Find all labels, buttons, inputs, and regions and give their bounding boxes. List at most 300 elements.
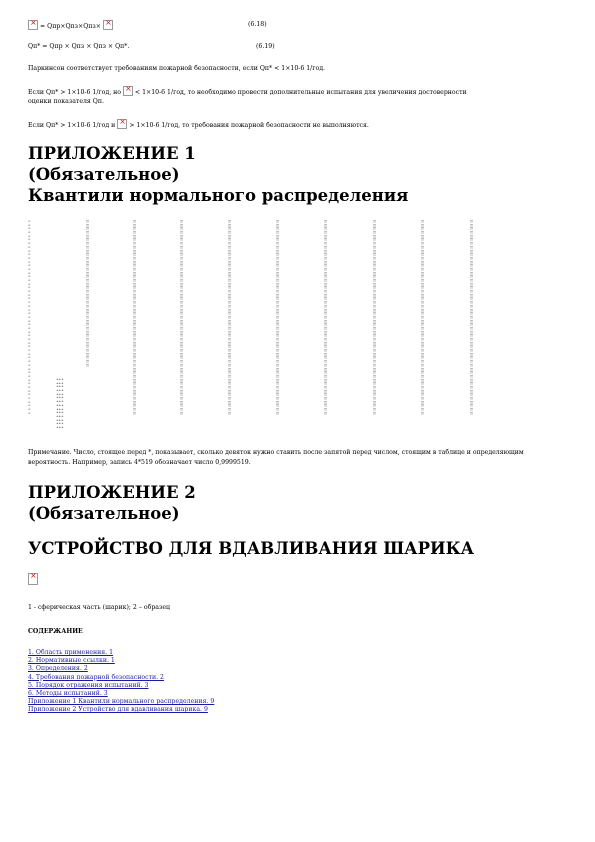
quantile-cell: < bbox=[28, 371, 31, 375]
quantile-cell: ¦¦¦ bbox=[180, 397, 184, 400]
quantile-cell: ¦¦¦ bbox=[421, 349, 425, 353]
quantile-cell: ¦¦¦ bbox=[324, 323, 328, 327]
quantile-cell: ¦¦¦ bbox=[324, 231, 328, 235]
paragraph-text: Если Qп* > 1×10-6 1/год, но bbox=[28, 89, 121, 96]
quantile-cell: ¦¦¦ bbox=[86, 334, 90, 338]
broken-image-icon bbox=[103, 20, 113, 30]
quantile-cell: ¦¦¦ bbox=[470, 330, 474, 334]
toc-link[interactable]: Приложение 1 Квантили нормального распределения. 9 bbox=[28, 698, 215, 706]
quantile-cell: < bbox=[28, 308, 31, 312]
quantile-cell: ¦¦¦ bbox=[276, 242, 280, 246]
quantile-cell: ¦¦¦ bbox=[324, 253, 328, 257]
quantile-cell: ¦¦¦ bbox=[133, 223, 137, 227]
quantile-cell: < bbox=[28, 264, 31, 268]
quantile-cell: < bbox=[28, 341, 31, 345]
quantile-cell: ¦¦¦ bbox=[133, 234, 137, 238]
quantile-cell: ¦¦¦ bbox=[373, 360, 377, 364]
quantile-cell: < bbox=[28, 393, 31, 397]
quantile-cell: ¦¦¦ bbox=[180, 245, 184, 249]
quantile-cell: ¦¦¦ bbox=[133, 378, 137, 382]
quantile-cell: ¦¦¦ bbox=[470, 293, 474, 297]
quantile-cell: ¦¦¦ bbox=[86, 356, 90, 360]
quantile-cell: ¦¦¦ bbox=[470, 231, 474, 235]
quantile-cell: ¦¦¦ bbox=[180, 301, 184, 305]
quantile-cell: ¦¦¦ bbox=[470, 245, 474, 249]
quantile-cell: ¦¦¦ bbox=[86, 256, 90, 260]
quantile-cell: ¦¦¦ bbox=[276, 282, 280, 286]
quantile-cell: ¦¦¦ bbox=[324, 297, 328, 301]
quantile-cell: ¦¦¦ bbox=[276, 367, 280, 371]
quantile-cell: ¦¦¦ bbox=[228, 282, 232, 286]
quantile-cell: ¦¦¦ bbox=[276, 326, 280, 330]
quantile-cell: ¦¦¦ bbox=[86, 279, 90, 282]
quantile-cell: ¦¦¦ bbox=[276, 349, 280, 353]
quantile-cell: ¦¦¦ bbox=[276, 290, 280, 294]
quantile-cell: ¦¦¦ bbox=[228, 385, 232, 389]
quantile-cell: ¦¦¦ bbox=[373, 385, 377, 389]
quantile-cell: ¦¦¦ bbox=[86, 315, 90, 319]
quantile-cell: ¦¦¦ bbox=[133, 385, 137, 389]
quantile-cell: ¦¦¦ bbox=[228, 286, 232, 290]
quantile-cell: ¦¦¦ bbox=[421, 352, 425, 356]
quantile-cell: ¦¦¦ bbox=[470, 279, 474, 282]
quantile-cell: ¦¦¦ bbox=[324, 238, 328, 242]
quantile-cell: ¦¦¦ bbox=[470, 400, 474, 404]
quantile-cell: ¦¦¦ bbox=[470, 271, 474, 275]
quantile-cell: ¦¦¦ bbox=[86, 323, 90, 327]
quantile-cell: ¦¦¦ bbox=[228, 271, 232, 275]
quantile-cell: ¦¦¦ bbox=[324, 242, 328, 246]
quantile-cell: ¦¦¦ bbox=[421, 312, 425, 316]
quantile-cell: ¦¦¦ bbox=[470, 363, 474, 367]
quantile-cell: ¦¦¦ bbox=[276, 408, 280, 412]
quantile-cell: ¦¦¦ bbox=[276, 223, 280, 227]
quantile-cell: +++ bbox=[56, 381, 64, 385]
quantile-cell: ¦¦¦ bbox=[373, 297, 377, 301]
quantile-cell: ¦¦¦ bbox=[133, 260, 137, 264]
toc-link[interactable]: 6. Методы испытаний. 3 bbox=[28, 690, 108, 698]
quantile-cell: ¦¦¦ bbox=[276, 245, 280, 249]
quantile-cell: +++ bbox=[56, 403, 64, 407]
quantile-cell: ¦¦¦ bbox=[421, 393, 425, 397]
quantile-cell: ¦¦¦ bbox=[133, 227, 137, 231]
quantile-cell: ¦¦¦ bbox=[324, 367, 328, 371]
quantile-cell: ¦¦¦ bbox=[228, 363, 232, 367]
quantile-cell: ¦¦¦ bbox=[180, 264, 184, 268]
equation-number: (6.19) bbox=[256, 43, 275, 50]
quantile-cell: ¦¦¦ bbox=[421, 378, 425, 382]
quantile-column bbox=[276, 220, 286, 442]
quantile-cell: ¦¦¦ bbox=[421, 231, 425, 235]
quantile-cell: ¦¦¦ bbox=[180, 297, 184, 301]
quantile-cell: < bbox=[28, 360, 31, 364]
quantile-cell: ¦¦¦ bbox=[228, 242, 232, 246]
quantile-cell: ¦¦¦ bbox=[276, 338, 280, 341]
quantile-cell: ¦¦¦ bbox=[276, 334, 280, 338]
quantile-cell: ¦¦¦ bbox=[228, 264, 232, 268]
broken-image-icon bbox=[28, 20, 38, 30]
quantile-cell: ¦¦¦ bbox=[421, 371, 425, 375]
quantile-cell: ¦¦¦ bbox=[228, 249, 232, 253]
quantile-cell: ¦¦¦ bbox=[421, 334, 425, 338]
quantile-cell: ¦¦¦ bbox=[421, 382, 425, 386]
quantile-cell: ¦¦¦ bbox=[373, 315, 377, 319]
quantile-cell: ¦¦¦ bbox=[470, 360, 474, 364]
quantile-cell: < bbox=[28, 397, 31, 400]
quantile-cell: ¦¦¦ bbox=[470, 385, 474, 389]
quantile-cell: ¦¦¦ bbox=[421, 293, 425, 297]
quantile-cell: ¦¦¦ bbox=[180, 231, 184, 235]
quantile-cell: ¦¦¦ bbox=[373, 312, 377, 316]
quantile-cell: +++ bbox=[56, 414, 64, 418]
quantile-cell: ¦¦¦ bbox=[421, 238, 425, 242]
quantile-cell: ¦¦¦ bbox=[470, 374, 474, 378]
quantile-cell: ¦¦¦ bbox=[228, 312, 232, 316]
quantile-cell: ¦¦¦ bbox=[470, 249, 474, 253]
quantile-cell: ¦¦¦ bbox=[86, 267, 90, 271]
quantile-cell: ¦¦¦ bbox=[470, 238, 474, 242]
quantile-cell: ¦¦¦ bbox=[373, 349, 377, 353]
quantile-cell: ¦¦¦ bbox=[180, 282, 184, 286]
quantile-cell: ¦¦¦ bbox=[180, 393, 184, 397]
quantile-cell: ¦¦¦ bbox=[133, 304, 137, 308]
quantile-cell: ¦¦¦ bbox=[324, 378, 328, 382]
quantile-cell: ¦¦¦ bbox=[373, 356, 377, 360]
quantile-cell: ¦¦¦ bbox=[180, 242, 184, 246]
section-heading: УСТРОЙСТВО ДЛЯ ВДАВЛИВАНИЯ ШАРИКА bbox=[28, 539, 475, 558]
quantile-cell: ¦¦¦ bbox=[421, 308, 425, 312]
quantile-cell: < bbox=[28, 234, 31, 238]
quantile-cell: ¦¦¦ bbox=[133, 374, 137, 378]
quantile-cell: < bbox=[28, 315, 31, 319]
quantile-cell: ¦¦¦ bbox=[133, 334, 137, 338]
quantile-cell: ¦¦¦ bbox=[86, 360, 90, 364]
quantile-cell: ¦¦¦ bbox=[228, 404, 232, 408]
figure-caption: 1 - сферическая часть (шарик); 2 – образец bbox=[28, 604, 171, 611]
quantile-cell: ¦¦¦ bbox=[228, 341, 232, 345]
quantile-cell: ¦¦¦ bbox=[324, 227, 328, 231]
quantile-cell: ¦¦¦ bbox=[373, 363, 377, 367]
quantile-cell: ¦¦¦ bbox=[324, 220, 328, 223]
broken-image-icon bbox=[117, 119, 127, 129]
toc-link[interactable]: 4. Требования пожарной безопасности. 2 bbox=[28, 673, 164, 681]
quantile-column bbox=[56, 378, 64, 600]
quantile-cell: ¦¦¦ bbox=[470, 326, 474, 330]
quantile-cell: ¦¦¦ bbox=[373, 220, 377, 223]
quantile-cell: ¦¦¦ bbox=[373, 264, 377, 268]
quantile-cell: ¦¦¦ bbox=[133, 411, 137, 415]
quantile-cell: ¦¦¦ bbox=[276, 315, 280, 319]
quantile-cell: ¦¦¦ bbox=[228, 352, 232, 356]
quantile-cell: ¦¦¦ bbox=[470, 367, 474, 371]
quantile-cell: ¦¦¦ bbox=[228, 260, 232, 264]
quantile-cell: ¦¦¦ bbox=[324, 374, 328, 378]
quantile-cell: ¦¦¦ bbox=[276, 371, 280, 375]
quantile-cell: ¦¦¦ bbox=[324, 279, 328, 282]
quantile-cell: ¦¦¦ bbox=[133, 275, 137, 279]
quantile-cell: ¦¦¦ bbox=[133, 341, 137, 345]
quantile-cell: ¦¦¦ bbox=[133, 245, 137, 249]
quantile-cell: ¦¦¦ bbox=[180, 319, 184, 323]
quantile-cell: ¦¦¦ bbox=[470, 334, 474, 338]
quantile-cell: ¦¦¦ bbox=[373, 374, 377, 378]
quantile-cell: ¦¦¦ bbox=[470, 345, 474, 349]
quantile-cell: ¦¦¦ bbox=[180, 385, 184, 389]
quantile-cell: ¦¦¦ bbox=[276, 304, 280, 308]
quantile-cell: ¦¦¦ bbox=[421, 385, 425, 389]
quantile-cell: ¦¦¦ bbox=[276, 341, 280, 345]
quantile-cell: ¦¦¦ bbox=[180, 338, 184, 341]
quantile-cell: ¦¦¦ bbox=[180, 238, 184, 242]
quantile-cell: ¦¦¦ bbox=[470, 319, 474, 323]
quantile-cell: ¦¦¦ bbox=[324, 338, 328, 341]
quantile-cell: < bbox=[28, 363, 31, 367]
quantile-cell: ¦¦¦ bbox=[133, 290, 137, 294]
quantile-cell: ¦¦¦ bbox=[324, 404, 328, 408]
quantile-cell: ¦¦¦ bbox=[373, 382, 377, 386]
quantile-column bbox=[324, 220, 334, 442]
quantile-cell: ¦¦¦ bbox=[180, 275, 184, 279]
quantile-cell: < bbox=[28, 275, 31, 279]
quantile-cell: < bbox=[28, 404, 31, 408]
quantile-cell: ¦¦¦ bbox=[276, 275, 280, 279]
quantile-cell: ¦¦¦ bbox=[324, 385, 328, 389]
quantile-cell: ¦¦¦ bbox=[180, 330, 184, 334]
quantile-cell: ¦¦¦ bbox=[228, 371, 232, 375]
document-page bbox=[28, 20, 558, 715]
quantile-cell: ¦¦¦ bbox=[373, 301, 377, 305]
quantile-cell: ¦¦¦ bbox=[180, 360, 184, 364]
quantile-cell: ¦¦¦ bbox=[228, 374, 232, 378]
quantile-cell: ¦¦¦ bbox=[86, 223, 90, 227]
quantile-cell: ¦¦¦ bbox=[133, 264, 137, 268]
quantile-cell: ¦¦¦ bbox=[276, 271, 280, 275]
quantile-cell: ¦¦¦ bbox=[373, 223, 377, 227]
quantile-cell: ¦¦¦ bbox=[228, 389, 232, 393]
quantile-cell: ¦¦¦ bbox=[324, 234, 328, 238]
quantile-cell: ¦¦¦ bbox=[228, 323, 232, 327]
quantile-cell: < bbox=[28, 334, 31, 338]
quantile-cell: ¦¦¦ bbox=[86, 352, 90, 356]
appendix-2-header bbox=[28, 482, 558, 559]
quantile-cell: ¦¦¦ bbox=[324, 290, 328, 294]
paragraph-text: Если Qп* > 1×10-6 1/год и bbox=[28, 122, 116, 129]
quantile-cell: ¦¦¦ bbox=[180, 308, 184, 312]
quantile-cell: < bbox=[28, 382, 31, 386]
quantile-cell: ¦¦¦ bbox=[86, 330, 90, 334]
quantile-cell: ¦¦¦ bbox=[324, 352, 328, 356]
quantile-cell: ¦¦¦ bbox=[133, 393, 137, 397]
quantile-cell: ¦¦¦ bbox=[324, 356, 328, 360]
quantile-cell: +++ bbox=[56, 389, 64, 393]
quantile-cell: ¦¦¦ bbox=[373, 308, 377, 312]
quantile-cell: < bbox=[28, 304, 31, 308]
quantile-cell: ¦¦¦ bbox=[228, 360, 232, 364]
quantile-cell: ¦¦¦ bbox=[373, 279, 377, 282]
quantile-cell: ¦¦¦ bbox=[276, 382, 280, 386]
quantile-cell: ¦¦¦ bbox=[228, 301, 232, 305]
quantile-cell: ¦¦¦ bbox=[180, 260, 184, 264]
quantile-cell: ¦¦¦ bbox=[180, 293, 184, 297]
quantile-cell: ¦¦¦ bbox=[133, 297, 137, 301]
quantile-cell: ¦¦¦ bbox=[373, 378, 377, 382]
quantile-cell: ¦¦¦ bbox=[86, 260, 90, 264]
quantile-cell: < bbox=[28, 356, 31, 360]
quantile-cell: ¦¦¦ bbox=[133, 220, 137, 223]
quantile-cell: < bbox=[28, 286, 31, 290]
toc-link[interactable]: Приложение 2 Устройство для вдавливания шарика. 9 bbox=[28, 706, 208, 714]
quantile-cell: ¦¦¦ bbox=[86, 304, 90, 308]
quantile-column bbox=[228, 220, 238, 442]
quantile-cell: ¦¦¦ bbox=[421, 256, 425, 260]
quantile-cell: ¦¦¦ bbox=[276, 345, 280, 349]
quantile-column bbox=[373, 220, 383, 442]
quantile-cell: ¦¦¦ bbox=[133, 367, 137, 371]
quantile-cell: ¦¦¦ bbox=[421, 374, 425, 378]
quantile-cell: ¦¦¦ bbox=[228, 400, 232, 404]
quantile-cell: < bbox=[28, 297, 31, 301]
quantile-column bbox=[421, 220, 431, 442]
quantile-cell: ¦¦¦ bbox=[373, 227, 377, 231]
quantile-cell: ¦¦¦ bbox=[421, 363, 425, 367]
quantile-cell: +++ bbox=[56, 411, 64, 415]
quantile-cell: ¦¦¦ bbox=[373, 290, 377, 294]
quantile-cell: ¦¦¦ bbox=[470, 227, 474, 231]
quantile-cell: ¦¦¦ bbox=[276, 267, 280, 271]
toc-link[interactable]: 1. Область применения. 1 bbox=[28, 649, 114, 656]
quantile-cell: ¦¦¦ bbox=[324, 330, 328, 334]
quantile-cell: < bbox=[28, 231, 31, 235]
quantile-table bbox=[28, 220, 558, 448]
quantile-cell: ¦¦¦ bbox=[276, 231, 280, 235]
quantile-cell: < bbox=[28, 301, 31, 305]
quantile-cell: ¦¦¦ bbox=[421, 404, 425, 408]
quantile-cell: ¦¦¦ bbox=[470, 308, 474, 312]
quantile-cell: ¦¦¦ bbox=[470, 408, 474, 412]
quantile-cell: ¦¦¦ bbox=[421, 319, 425, 323]
quantile-cell: ¦¦¦ bbox=[373, 404, 377, 408]
quantile-cell: ¦¦¦ bbox=[228, 319, 232, 323]
toc-link[interactable]: 2. Нормативные ссылки. 1 bbox=[28, 657, 115, 665]
quantile-cell: ¦¦¦ bbox=[86, 282, 90, 286]
quantile-cell: ¦¦¦ bbox=[373, 238, 377, 242]
quantile-cell: ¦¦¦ bbox=[180, 227, 184, 231]
quantile-cell: ¦¦¦ bbox=[133, 404, 137, 408]
quantile-cell: ¦¦¦ bbox=[470, 397, 474, 400]
quantile-cell: ¦¦¦ bbox=[324, 334, 328, 338]
quantile-cell: ¦¦¦ bbox=[276, 352, 280, 356]
quantile-cell: ¦¦¦ bbox=[470, 404, 474, 408]
quantile-cell: ¦¦¦ bbox=[373, 338, 377, 341]
quantile-cell: ¦¦¦ bbox=[470, 338, 474, 341]
table-note: Примечание. Число, стоящее перед *, показывает, сколько девяток нужно ставить после запятой перед числом, стоящим в таблице и определяющим вероятность. Например, запись 4*519 обозначает число 0,9999519. bbox=[28, 449, 524, 466]
quantile-cell: ¦¦¦ bbox=[228, 220, 232, 223]
quantile-cell: < bbox=[28, 345, 31, 349]
quantile-cell: ¦¦¦ bbox=[86, 238, 90, 242]
quantile-cell: ¦¦¦ bbox=[470, 356, 474, 360]
toc-title: СОДЕРЖАНИЕ bbox=[28, 628, 83, 635]
quantile-cell: ¦¦¦ bbox=[373, 352, 377, 356]
quantile-cell: ¦¦¦ bbox=[324, 304, 328, 308]
quantile-cell: ¦¦¦ bbox=[86, 220, 90, 223]
quantile-cell: ¦¦¦ bbox=[421, 304, 425, 308]
quantile-cell: ¦¦¦ bbox=[373, 319, 377, 323]
quantile-cell: < bbox=[28, 349, 31, 353]
quantile-cell: ¦¦¦ bbox=[421, 242, 425, 246]
quantile-cell: ¦¦¦ bbox=[373, 326, 377, 330]
quantile-cell: ¦¦¦ bbox=[228, 408, 232, 412]
quantile-cell: +++ bbox=[56, 392, 64, 396]
quantile-cell: < bbox=[28, 338, 31, 341]
quantile-cell: ¦¦¦ bbox=[228, 253, 232, 257]
equation-number: (6.18) bbox=[248, 21, 267, 28]
quantile-column bbox=[470, 220, 480, 442]
quantile-cell: ¦¦¦ bbox=[228, 393, 232, 397]
quantile-cell: ¦¦¦ bbox=[324, 249, 328, 253]
quantile-cell: < bbox=[28, 220, 31, 223]
quantile-cell: ¦¦¦ bbox=[324, 301, 328, 305]
quantile-cell: ¦¦¦ bbox=[373, 275, 377, 279]
quantile-cell: ¦¦¦ bbox=[373, 260, 377, 264]
quantile-cell: ¦¦¦ bbox=[276, 393, 280, 397]
quantile-cell: ¦¦¦ bbox=[324, 345, 328, 349]
quantile-cell: ¦¦¦ bbox=[133, 312, 137, 316]
quantile-cell: ¦¦¦ bbox=[276, 374, 280, 378]
quantile-cell: < bbox=[28, 260, 31, 264]
quantile-cell: ¦¦¦ bbox=[373, 271, 377, 275]
quantile-cell: ¦¦¦ bbox=[276, 312, 280, 316]
quantile-cell: ¦¦¦ bbox=[180, 326, 184, 330]
quantile-cell: < bbox=[28, 238, 31, 242]
quantile-cell: ¦¦¦ bbox=[180, 323, 184, 327]
quantile-cell: ¦¦¦ bbox=[133, 293, 137, 297]
quantile-cell: ¦¦¦ bbox=[373, 282, 377, 286]
quantile-cell: ¦¦¦ bbox=[276, 301, 280, 305]
quantile-cell: ¦¦¦ bbox=[228, 411, 232, 415]
quantile-cell: ¦¦¦ bbox=[133, 352, 137, 356]
quantile-cell: ¦¦¦ bbox=[133, 338, 137, 341]
quantile-cell: +++ bbox=[56, 396, 64, 400]
toc-link[interactable]: 3. Определения. 2 bbox=[28, 665, 88, 673]
quantile-cell: ¦¦¦ bbox=[228, 308, 232, 312]
quantile-cell: ¦¦¦ bbox=[421, 356, 425, 360]
quantile-cell: ¦¦¦ bbox=[276, 356, 280, 360]
quantile-cell: ¦¦¦ bbox=[470, 256, 474, 260]
quantile-cell: ¦¦¦ bbox=[133, 389, 137, 393]
quantile-cell: ¦¦¦ bbox=[133, 238, 137, 242]
quantile-cell: ¦¦¦ bbox=[228, 315, 232, 319]
equation-text: Qп* = Qпр × Qпз × Qпз × Qп*. bbox=[28, 43, 130, 50]
quantile-cell: ¦¦¦ bbox=[86, 338, 90, 341]
quantile-cell: ¦¦¦ bbox=[421, 264, 425, 268]
quantile-cell: ¦¦¦ bbox=[86, 293, 90, 297]
toc-link[interactable]: 5. Порядок отражения испытаний. 3 bbox=[28, 681, 149, 689]
quantile-cell: ¦¦¦ bbox=[324, 349, 328, 353]
quantile-cell: ¦¦¦ bbox=[276, 378, 280, 382]
quantile-cell: ¦¦¦ bbox=[133, 330, 137, 334]
quantile-cell: ¦¦¦ bbox=[228, 356, 232, 360]
quantile-cell: ¦¦¦ bbox=[86, 312, 90, 316]
quantile-cell: ¦¦¦ bbox=[228, 256, 232, 260]
paragraph-text: > 1×10-6 1/год, то требования пожарной безопасности не выполняются. bbox=[129, 122, 369, 129]
equation-6-19 bbox=[28, 42, 558, 51]
quantile-cell: ¦¦¦ bbox=[228, 397, 232, 400]
quantile-cell: ¦¦¦ bbox=[86, 249, 90, 253]
equation-6-18 bbox=[28, 20, 558, 29]
quantile-cell: ¦¦¦ bbox=[133, 382, 137, 386]
quantile-cell: ¦¦¦ bbox=[133, 279, 137, 282]
quantile-cell: ¦¦¦ bbox=[373, 304, 377, 308]
